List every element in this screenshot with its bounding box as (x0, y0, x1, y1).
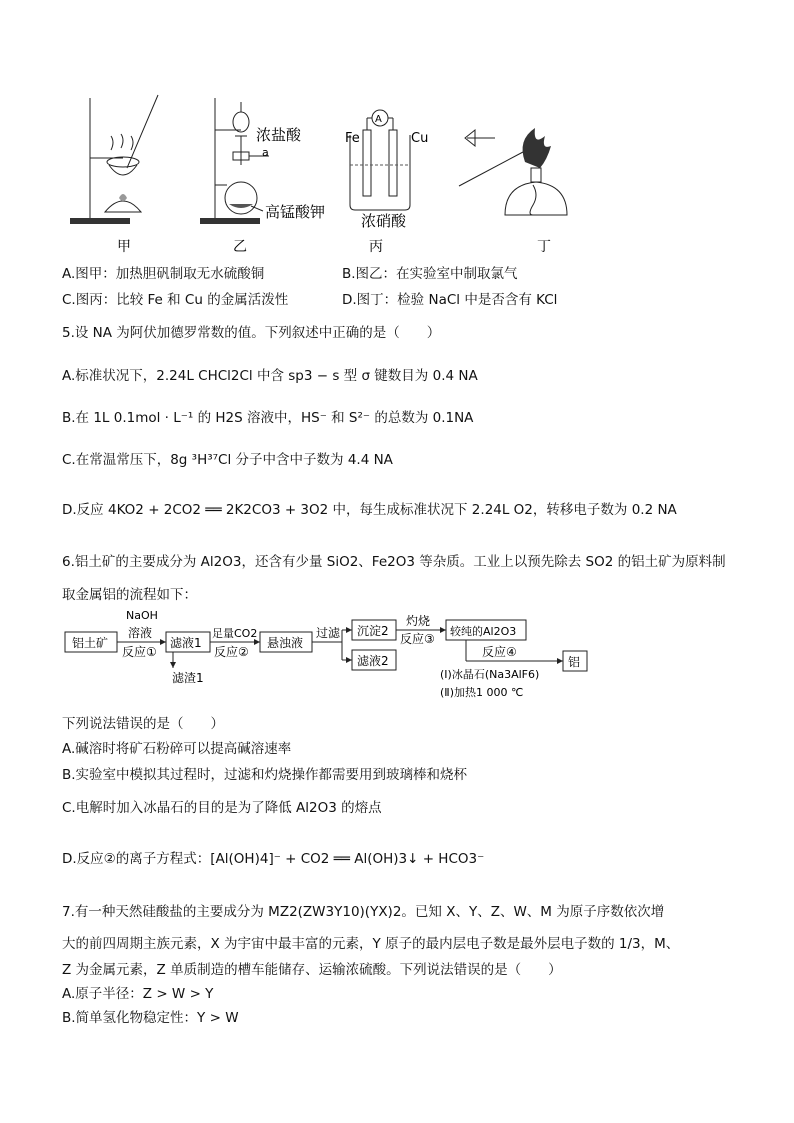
q6-option-a: A.碱溶时将矿石粉碎可以提高碱溶速率 (62, 741, 292, 757)
caption-yi: 乙 (233, 239, 247, 255)
q6-question: 下列说法错误的是（ ） (62, 716, 224, 732)
flow-precip2: 沉淀2 (357, 624, 389, 638)
caption-bing: 丙 (369, 239, 383, 255)
flow-naoh: NaOH (126, 609, 158, 622)
q5-stem: 5.设 NA 为阿伏加德罗常数的值。下列叙述中正确的是（ ） (62, 325, 441, 341)
ammeter-label: A (375, 114, 382, 125)
label-conc-hcl: 浓盐酸 (256, 126, 302, 144)
flow-pure-al2o3: 较纯的Al2O3 (450, 625, 517, 638)
flow-r3: 反应③ (400, 632, 435, 646)
q5-option-a: A.标准状况下，2.24L CHCl2Cl 中含 sp3 − s 型 σ 键数目为 0.4 NA (62, 368, 478, 384)
flow-cond1: (Ⅰ)冰晶石(Na3AlF6) (440, 668, 540, 681)
flow-ore: 铝土矿 (72, 636, 109, 650)
q4-option-c: C.图丙：比较 Fe 和 Cu 的金属活泼性 (62, 292, 289, 308)
q6-option-c: C.电解时加入冰晶石的目的是为了降低 Al2O3 的熔点 (62, 800, 382, 816)
q4-option-b: B.图乙：在实验室中制取氯气 (342, 266, 518, 282)
q7-option-b: B.简单氢化物稳定性：Y > W (62, 1010, 239, 1026)
label-cu: Cu (411, 131, 429, 146)
flow-solution: 溶液 (128, 626, 153, 640)
q6-flow-chart (60, 608, 600, 704)
flow-suspension: 悬浊液 (267, 636, 304, 650)
apparatus-figure (55, 90, 595, 260)
q6-stem-line1: 6.铝土矿的主要成分为 Al2O3，还含有少量 SiO2、Fe2O3 等杂质。工业上以预先除去 SO2 的铝土矿为原料制 (62, 554, 726, 570)
q4-option-a: A.图甲：加热胆矾制取无水硫酸铜 (62, 266, 265, 282)
flow-aluminum: 铝 (568, 655, 581, 669)
q6-stem-line2: 取金属铝的流程如下： (62, 587, 197, 603)
q5-option-b: B.在 1L 0.1mol · L⁻¹ 的 H2S 溶液中，HS⁻ 和 S²⁻ 的总数为 0.1NA (62, 410, 474, 426)
apparatus-yi (200, 98, 269, 224)
label-fe: Fe (345, 131, 360, 146)
label-kmno4: 高锰酸钾 (265, 203, 326, 221)
flow-calcine: 灼烧 (406, 614, 431, 628)
flow-filtrate1: 滤液1 (170, 636, 202, 650)
q7-stem-line2: 大的前四周期主族元素，X 为宇宙中最丰富的元素，Y 原子的最内层电子数是最外层电子数的 1/3，M、 (62, 936, 680, 952)
q7-stem-line1: 7.有一种天然硅酸盐的主要成分为 MZ2(ZW3Y10)(YX)2。已知 X、Y、Z、W、M 为原子序数依次增 (62, 904, 665, 920)
apparatus-jia (70, 95, 158, 224)
q5-option-c: C.在常温常压下，8g ³H³⁷Cl 分子中含中子数为 4.4 NA (62, 452, 393, 468)
flow-r2: 反应② (214, 645, 249, 659)
caption-jia: 甲 (117, 239, 131, 255)
flow-r1: 反应① (122, 645, 157, 659)
caption-ding: 丁 (537, 239, 551, 255)
q7-stem-line3: Z 为金属元素，Z 单质制造的槽车能储存、运输浓硫酸。下列说法错误的是（ ） (62, 962, 562, 978)
flow-co2: 足量CO2 (212, 627, 258, 640)
q7-option-a: A.原子半径：Z > W > Y (62, 986, 214, 1002)
label-a: a (262, 146, 269, 159)
q5-option-d: D.反应 4KO2 + 2CO2 ══ 2K2CO3 + 3O2 中，每生成标准状况下 2.24L O2，转移电子数为 0.2 NA (62, 502, 677, 518)
apparatus-ding (459, 128, 567, 215)
apparatus-bing (345, 110, 428, 210)
flow-residue1: 滤渣1 (172, 671, 204, 685)
flow-filter: 过滤 (316, 626, 341, 640)
flow-r4: 反应④ (482, 645, 517, 659)
q6-option-b: B.实验室中模拟其过程时，过滤和灼烧操作都需要用到玻璃棒和烧杯 (62, 767, 468, 783)
q6-option-d: D.反应②的离子方程式：[Al(OH)4]⁻ + CO2 ══ Al(OH)3↓ + HCO3⁻ (62, 851, 485, 867)
flow-filtrate2: 滤液2 (357, 654, 389, 668)
label-conc-hno3: 浓硝酸 (361, 212, 407, 230)
flow-cond2: (Ⅱ)加热1 000 ℃ (440, 686, 524, 699)
q4-option-d: D.图丁：检验 NaCl 中是否含有 KCl (342, 292, 558, 308)
